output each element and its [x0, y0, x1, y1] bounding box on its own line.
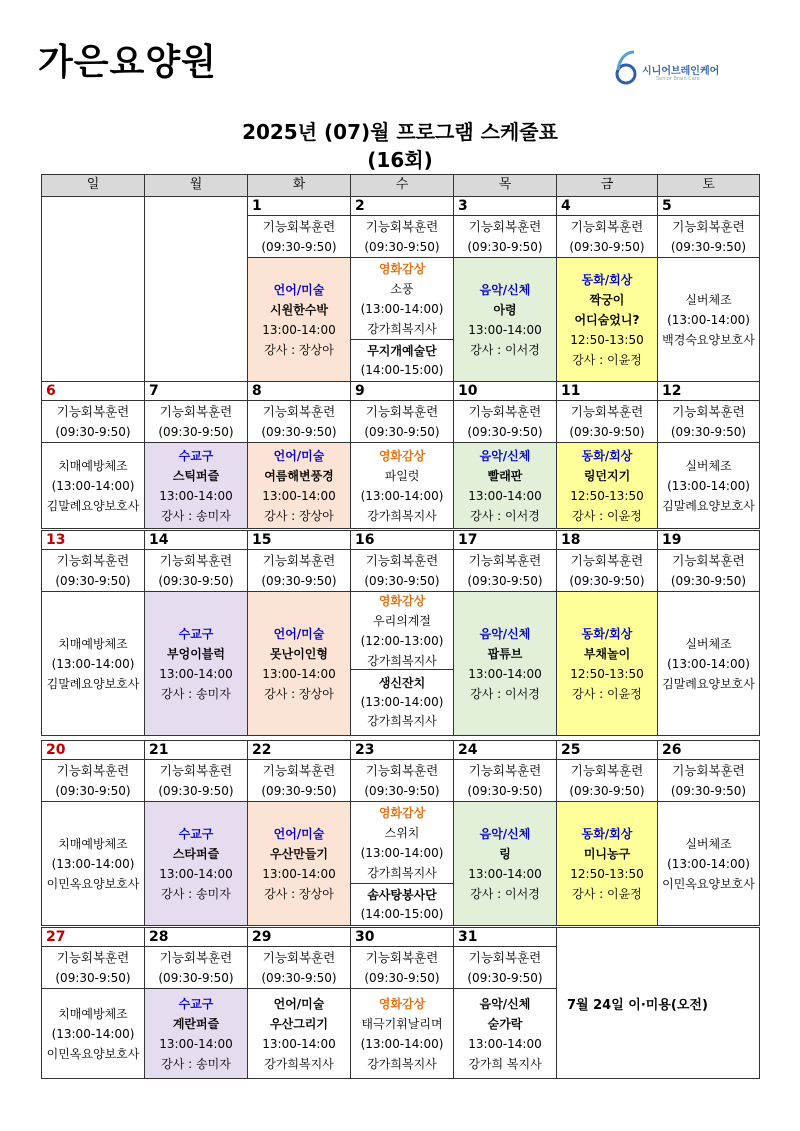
morning-program-time: (09:30-9:50)	[261, 784, 337, 798]
program-detail: 김말례요양보호사	[662, 498, 755, 513]
program-detail: 강사 : 송미자	[161, 886, 231, 901]
morning-program-time: (09:30-9:50)	[158, 425, 234, 439]
morning-program-title: 기능회복훈련	[56, 763, 130, 778]
program-detail: (13:00-14:00)	[51, 1026, 135, 1041]
morning-program-time: (09:30-9:50)	[261, 240, 337, 254]
program-detail: 13:00-14:00	[159, 666, 233, 681]
program-detail: 강사 : 이윤정	[572, 508, 642, 523]
morning-program	[556, 215, 658, 258]
afternoon-program	[144, 988, 248, 1079]
program-category: 음악/신체	[479, 996, 531, 1011]
notice-text: 7월 24일 이·미용(오전)	[567, 997, 708, 1013]
program-category: 음악/신체	[479, 448, 531, 463]
morning-program	[453, 759, 557, 802]
morning-program-title: 기능회복훈련	[468, 404, 542, 419]
afternoon-program	[556, 591, 658, 736]
afternoon-program	[350, 801, 454, 884]
morning-program-title: 기능회복훈련	[159, 404, 233, 419]
morning-program-time: (09:30-9:50)	[55, 971, 131, 985]
schedule-calendar	[41, 174, 759, 1080]
morning-program	[41, 759, 145, 802]
morning-program-time: (09:30-9:50)	[569, 425, 645, 439]
program-detail: 못난이인형	[270, 646, 328, 661]
morning-program-title: 기능회복훈련	[262, 763, 336, 778]
morning-program	[41, 946, 145, 989]
extra-program-title: 생신잔치	[378, 676, 426, 690]
notice-cell	[556, 927, 760, 1079]
program-category: 언어/미술	[273, 626, 325, 641]
morning-program-title: 기능회복훈련	[262, 404, 336, 419]
day-number: 16	[350, 530, 454, 550]
program-category: 실버체조	[685, 836, 732, 851]
program-detail: 링	[499, 846, 511, 861]
morning-program-title: 기능회복훈련	[365, 763, 439, 778]
day-number: 23	[350, 740, 454, 760]
extra-program	[350, 883, 454, 926]
morning-program-time: (09:30-9:50)	[55, 784, 131, 798]
extra-program-detail: 강가희복지사	[367, 714, 437, 728]
program-detail: 이민옥요양보호사	[662, 876, 755, 891]
morning-program-time: (09:30-9:50)	[364, 784, 440, 798]
program-detail: (13:00-14:00)	[360, 1036, 444, 1051]
morning-program	[350, 549, 454, 592]
program-detail: 강가희복지사	[367, 508, 437, 523]
program-detail: 강가희복지사	[264, 1056, 334, 1071]
morning-program	[453, 946, 557, 989]
day-number: 5	[657, 196, 760, 216]
morning-program	[41, 400, 145, 443]
program-detail: 우리의계절	[373, 613, 431, 628]
program-detail: 강사 : 송미자	[161, 686, 231, 701]
morning-program-time: (09:30-9:50)	[569, 240, 645, 254]
morning-program	[657, 215, 760, 258]
program-detail: 13:00-14:00	[468, 666, 542, 681]
afternoon-program	[556, 442, 658, 529]
afternoon-program	[247, 442, 351, 529]
extra-program	[350, 339, 454, 382]
day-number: 29	[247, 927, 351, 947]
program-detail: 13:00-14:00	[159, 488, 233, 503]
afternoon-program	[453, 442, 557, 529]
day-number: 22	[247, 740, 351, 760]
program-detail: (13:00-14:00)	[51, 478, 135, 493]
day-number: 25	[556, 740, 658, 760]
morning-program	[657, 759, 760, 802]
afternoon-program	[453, 988, 557, 1079]
program-detail: 부엉이블럭	[167, 646, 225, 661]
morning-program-title: 기능회복훈련	[365, 404, 439, 419]
page-subtitle: (16회)	[367, 148, 433, 172]
morning-program-time: (09:30-9:50)	[261, 971, 337, 985]
weekday-header: 수	[350, 174, 454, 197]
program-detail: 13:00-14:00	[262, 866, 336, 881]
day-number: 7	[144, 381, 248, 401]
morning-program	[556, 549, 658, 592]
afternoon-program	[247, 257, 351, 382]
program-detail: 강사 : 이서경	[470, 342, 540, 357]
program-detail: (12:00-13:00)	[360, 633, 444, 648]
morning-program-title: 기능회복훈련	[672, 219, 745, 234]
program-detail: 강가희복지사	[367, 865, 437, 880]
afternoon-program	[657, 442, 760, 529]
org-name: 가은요양원	[38, 42, 217, 83]
day-number: 19	[657, 530, 760, 550]
day-number: 18	[556, 530, 658, 550]
program-detail: 강사 : 송미자	[161, 508, 231, 523]
afternoon-program	[247, 988, 351, 1079]
day-number: 9	[350, 381, 454, 401]
program-detail: 13:00-14:00	[468, 488, 542, 503]
program-detail: 여름해변풍경	[264, 468, 334, 483]
morning-program-title: 기능회복훈련	[262, 950, 336, 965]
program-detail: 강사 : 이윤정	[572, 686, 642, 701]
afternoon-program	[556, 801, 658, 926]
program-category: 영화감상	[378, 805, 426, 820]
program-detail: 강사 : 장상아	[264, 342, 334, 357]
program-detail: (13:00-14:00)	[51, 856, 135, 871]
day-number: 26	[657, 740, 760, 760]
program-detail: 강사 : 이서경	[470, 508, 540, 523]
day-number: 1	[247, 196, 351, 216]
program-detail: 백경숙요양보호사	[662, 332, 755, 347]
program-detail: 김말례요양보호사	[46, 498, 140, 513]
morning-program	[247, 946, 351, 989]
day-number: 20	[41, 740, 145, 760]
program-detail: 미니농구	[583, 846, 631, 861]
morning-program	[41, 549, 145, 592]
empty-day-cell	[144, 196, 248, 382]
morning-program	[144, 400, 248, 443]
afternoon-program	[350, 591, 454, 670]
program-category: 언어/미술	[273, 282, 325, 297]
day-number: 14	[144, 530, 248, 550]
morning-program-time: (09:30-9:50)	[670, 784, 747, 798]
morning-program-title: 기능회복훈련	[262, 553, 336, 568]
weekday-header: 목	[453, 174, 557, 197]
program-detail: 숟가락	[487, 1016, 523, 1031]
morning-program-title: 기능회복훈련	[672, 553, 745, 568]
morning-program-title: 기능회복훈련	[468, 763, 542, 778]
program-detail: 13:00-14:00	[262, 322, 336, 337]
morning-program	[144, 549, 248, 592]
morning-program-time: (09:30-9:50)	[158, 784, 234, 798]
day-number: 8	[247, 381, 351, 401]
program-detail: 스틱퍼즐	[172, 468, 220, 483]
morning-program	[453, 400, 557, 443]
morning-program-time: (09:30-9:50)	[364, 240, 440, 254]
program-category: 동화/회상	[581, 448, 633, 463]
day-number: 30	[350, 927, 454, 947]
day-number: 12	[657, 381, 760, 401]
weekday-header: 금	[556, 174, 658, 197]
program-category: 동화/회상	[581, 626, 633, 641]
morning-program-time: (09:30-9:50)	[55, 425, 131, 439]
morning-program-title: 기능회복훈련	[56, 404, 130, 419]
morning-program-time: (09:30-9:50)	[364, 971, 440, 985]
program-category: 치매예방체조	[58, 458, 128, 473]
morning-program-time: (09:30-9:50)	[364, 574, 440, 588]
afternoon-program	[41, 591, 145, 736]
morning-program-time: (09:30-9:50)	[467, 425, 543, 439]
morning-program-title: 기능회복훈련	[570, 763, 644, 778]
program-detail: 우산그리기	[270, 1016, 328, 1031]
extra-program-detail: (14:00-15:00)	[360, 906, 444, 921]
afternoon-program	[41, 801, 145, 926]
program-category: 실버체조	[685, 458, 732, 473]
program-detail: 13:00-14:00	[468, 322, 542, 337]
day-number: 3	[453, 196, 557, 216]
program-detail: 강사 : 이서경	[470, 886, 540, 901]
day-number: 24	[453, 740, 557, 760]
program-detail: 13:00-14:00	[468, 866, 542, 881]
weekday-header: 월	[144, 174, 248, 197]
morning-program	[247, 759, 351, 802]
program-category: 수교구	[178, 826, 214, 841]
morning-program-title: 기능회복훈련	[159, 553, 233, 568]
program-detail: 12:50-13:50	[570, 866, 644, 881]
morning-program-title: 기능회복훈련	[159, 950, 233, 965]
program-category: 동화/회상	[581, 272, 633, 287]
program-detail: 강가희 복지사	[468, 1056, 542, 1071]
morning-program	[556, 400, 658, 443]
morning-program-time: (09:30-9:50)	[467, 971, 543, 985]
program-detail: (13:00-14:00)	[667, 856, 750, 871]
afternoon-program	[144, 801, 248, 926]
afternoon-program	[657, 801, 760, 926]
morning-program-title: 기능회복훈련	[672, 763, 745, 778]
morning-program-time: (09:30-9:50)	[670, 240, 747, 254]
afternoon-program	[41, 442, 145, 529]
afternoon-program	[453, 257, 557, 382]
afternoon-program	[657, 257, 760, 382]
day-number: 27	[41, 927, 145, 947]
day-number: 31	[453, 927, 557, 947]
program-category: 영화감상	[378, 996, 426, 1011]
afternoon-program	[144, 591, 248, 736]
program-detail: 13:00-14:00	[159, 866, 233, 881]
logo-subtext: Senior Brain Care	[656, 76, 700, 82]
day-number: 10	[453, 381, 557, 401]
day-number: 2	[350, 196, 454, 216]
program-detail: 이민옥요양보호사	[46, 876, 140, 891]
morning-program	[247, 215, 351, 258]
empty-day-cell	[41, 196, 145, 382]
program-detail: 강가희복지사	[367, 1056, 437, 1071]
program-detail: 파일럿	[384, 468, 420, 483]
weekday-header: 일	[41, 174, 145, 197]
program-detail: 김말례요양보호사	[46, 676, 140, 691]
weekday-header: 토	[657, 174, 760, 197]
afternoon-program	[350, 257, 454, 340]
program-detail: 13:00-14:00	[262, 488, 336, 503]
program-detail: (13:00-14:00)	[667, 312, 750, 327]
program-category: 수교구	[178, 448, 214, 463]
morning-program	[350, 400, 454, 443]
program-category: 영화감상	[378, 593, 426, 608]
program-detail: 스위치	[384, 825, 420, 840]
program-detail: 김말례요양보호사	[662, 676, 755, 691]
program-category: 음악/신체	[479, 826, 531, 841]
program-category: 치매예방체조	[58, 636, 128, 651]
program-detail: 빨래판	[487, 468, 523, 483]
program-detail: 강사 : 장상아	[264, 508, 334, 523]
morning-program-title: 기능회복훈련	[570, 553, 644, 568]
program-detail: (13:00-14:00)	[667, 656, 750, 671]
morning-program-title: 기능회복훈련	[672, 404, 745, 419]
afternoon-program	[247, 801, 351, 926]
program-category: 언어/미술	[273, 448, 325, 463]
morning-program-title: 기능회복훈련	[56, 553, 130, 568]
program-detail: 강사 : 이윤정	[572, 886, 642, 901]
morning-program-title: 기능회복훈련	[262, 219, 336, 234]
morning-program-time: (09:30-9:50)	[467, 240, 543, 254]
program-detail: (13:00-14:00)	[667, 478, 750, 493]
program-detail: 이민옥요양보호사	[46, 1046, 140, 1061]
program-detail: 강가희복지사	[367, 321, 437, 336]
morning-program-title: 기능회복훈련	[56, 950, 130, 965]
morning-program	[247, 400, 351, 443]
program-detail: 13:00-14:00	[468, 1036, 542, 1051]
program-detail: (13:00-14:00)	[51, 656, 135, 671]
program-detail: 태극기휘날리며	[361, 1016, 443, 1031]
morning-program	[657, 549, 760, 592]
morning-program-time: (09:30-9:50)	[261, 425, 337, 439]
program-detail: 강사 : 이윤정	[572, 352, 642, 367]
morning-program-time: (09:30-9:50)	[569, 574, 645, 588]
morning-program	[556, 759, 658, 802]
day-number: 13	[41, 530, 145, 550]
morning-program-title: 기능회복훈련	[468, 219, 542, 234]
program-detail: 강사 : 장상아	[264, 686, 334, 701]
morning-program	[247, 549, 351, 592]
afternoon-program	[41, 988, 145, 1079]
morning-program-title: 기능회복훈련	[365, 219, 439, 234]
morning-program-time: (09:30-9:50)	[467, 784, 543, 798]
morning-program-title: 기능회복훈련	[570, 404, 644, 419]
program-detail: 짝궁이	[589, 292, 625, 307]
program-category: 동화/회상	[581, 826, 633, 841]
extra-program-title: 무지개예술단	[367, 343, 437, 358]
program-detail: (13:00-14:00)	[360, 488, 444, 503]
program-detail: 13:00-14:00	[262, 1036, 336, 1051]
morning-program-title: 기능회복훈련	[365, 950, 439, 965]
program-detail: 팝튜브	[487, 646, 523, 661]
afternoon-program	[453, 801, 557, 926]
extra-program	[350, 669, 454, 736]
morning-program-title: 기능회복훈련	[570, 219, 644, 234]
morning-program-time: (09:30-9:50)	[670, 425, 747, 439]
program-detail: 부채놀이	[583, 646, 631, 661]
program-detail: 스타퍼즐	[172, 846, 220, 861]
morning-program	[350, 215, 454, 258]
morning-program	[350, 759, 454, 802]
afternoon-program	[247, 591, 351, 736]
afternoon-program	[556, 257, 658, 382]
morning-program-time: (09:30-9:50)	[569, 784, 645, 798]
morning-program	[350, 946, 454, 989]
program-category: 치매예방체조	[58, 1006, 128, 1021]
program-category: 실버체조	[685, 292, 732, 307]
day-number: 28	[144, 927, 248, 947]
program-detail: 강가희복지사	[367, 653, 437, 668]
morning-program-time: (09:30-9:50)	[55, 574, 131, 588]
program-category: 음악/신체	[479, 282, 531, 297]
morning-program	[144, 946, 248, 989]
day-number: 11	[556, 381, 658, 401]
program-category: 영화감상	[378, 448, 426, 463]
morning-program-time: (09:30-9:50)	[261, 574, 337, 588]
afternoon-program	[657, 591, 760, 736]
program-category: 언어/미술	[273, 996, 325, 1011]
program-category: 치매예방체조	[58, 836, 128, 851]
program-detail: 강사 : 이서경	[470, 686, 540, 701]
day-number: 21	[144, 740, 248, 760]
page-title: 2025년 (07)월 프로그램 스케줄표	[242, 120, 558, 144]
program-detail: 13:00-14:00	[262, 666, 336, 681]
morning-program-title: 기능회복훈련	[468, 553, 542, 568]
afternoon-program	[453, 591, 557, 736]
program-detail: 어디숨었니?	[574, 312, 640, 327]
program-detail: 우산만들기	[270, 846, 328, 861]
afternoon-program	[350, 442, 454, 529]
program-detail: 강사 : 장상아	[264, 886, 334, 901]
extra-program-detail: (14:00-15:00)	[360, 362, 444, 377]
extra-program-detail: (13:00-14:00)	[360, 695, 444, 709]
morning-program-time: (09:30-9:50)	[158, 574, 234, 588]
morning-program-title: 기능회복훈련	[468, 950, 542, 965]
day-number: 17	[453, 530, 557, 550]
program-detail: 소풍	[390, 281, 414, 296]
morning-program	[657, 400, 760, 443]
logo-text: 시니어브레인케어	[642, 66, 720, 77]
afternoon-program	[144, 442, 248, 529]
day-number: 6	[41, 381, 145, 401]
program-detail: 12:50-13:50	[570, 666, 644, 681]
program-detail: 강사 : 송미자	[161, 1056, 231, 1071]
morning-program	[453, 215, 557, 258]
morning-program	[453, 549, 557, 592]
program-detail: (13:00-14:00)	[360, 845, 444, 860]
program-category: 언어/미술	[273, 826, 325, 841]
morning-program-title: 기능회복훈련	[159, 763, 233, 778]
morning-program-time: (09:30-9:50)	[467, 574, 543, 588]
program-detail: 링던지기	[583, 468, 631, 483]
program-category: 음악/신체	[479, 626, 531, 641]
program-detail: 계란퍼즐	[172, 1016, 220, 1031]
program-detail: 12:50-13:50	[570, 332, 644, 347]
morning-program-title: 기능회복훈련	[365, 553, 439, 568]
afternoon-program	[350, 988, 454, 1079]
program-detail: 아령	[493, 302, 517, 317]
program-category: 수교구	[178, 996, 214, 1011]
day-number: 15	[247, 530, 351, 550]
program-detail: (13:00-14:00)	[360, 301, 444, 316]
morning-program-time: (09:30-9:50)	[158, 971, 234, 985]
program-category: 실버체조	[685, 636, 732, 651]
program-detail: 13:00-14:00	[159, 1036, 233, 1051]
extra-program-title: 솜사탕봉사단	[367, 887, 437, 902]
weekday-header: 화	[247, 174, 351, 197]
morning-program-time: (09:30-9:50)	[364, 425, 440, 439]
morning-program-time: (09:30-9:50)	[670, 574, 747, 588]
day-number: 4	[556, 196, 658, 216]
program-detail: 12:50-13:50	[570, 488, 644, 503]
program-category: 수교구	[178, 626, 214, 641]
morning-program	[144, 759, 248, 802]
program-detail: 시원한수박	[270, 302, 328, 317]
program-category: 영화감상	[378, 261, 426, 276]
